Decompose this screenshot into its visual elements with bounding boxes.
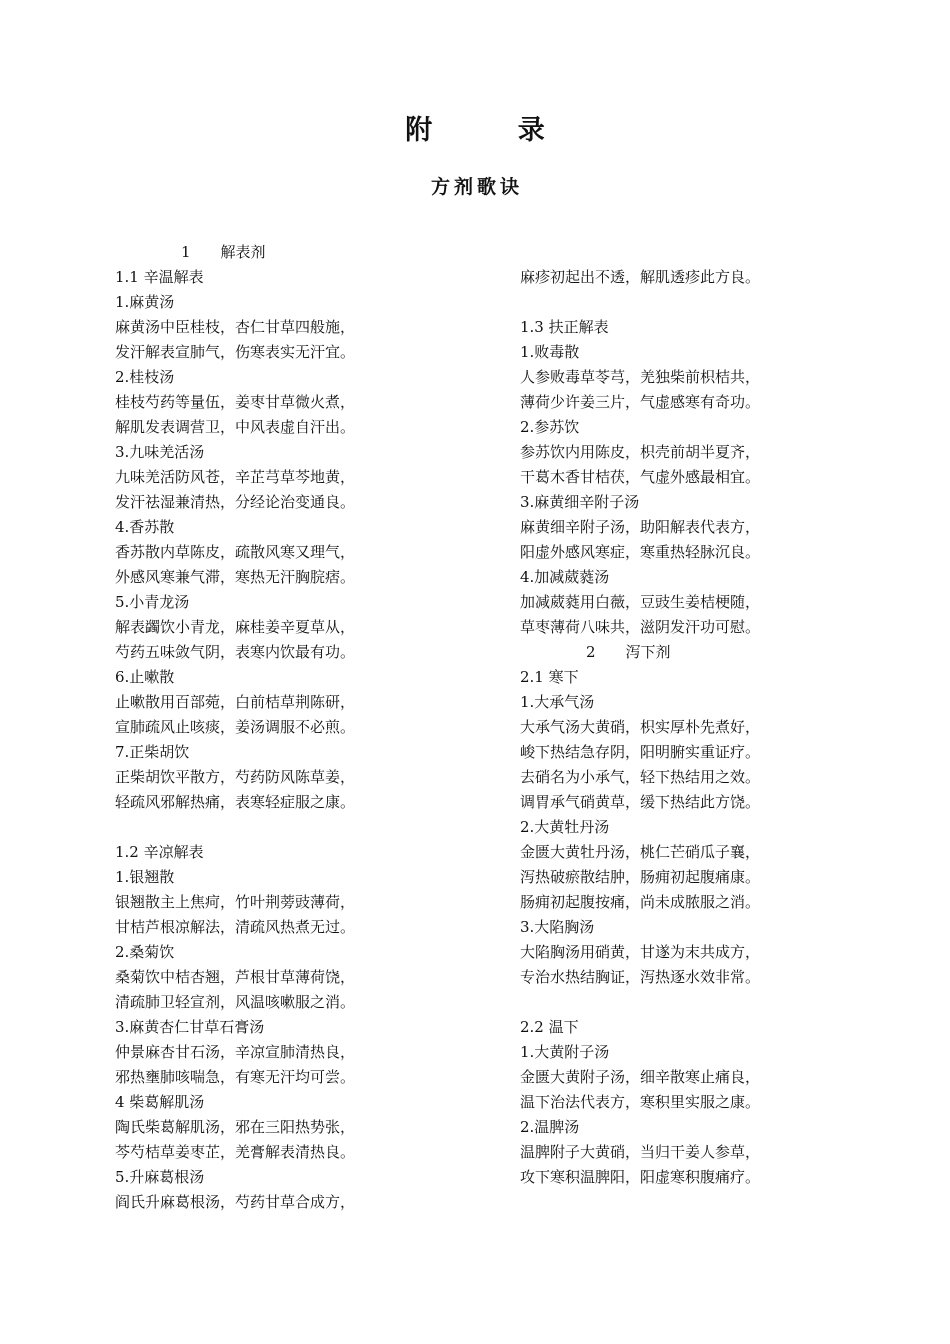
page-subtitle: 方剂歌诀 [430,176,523,198]
verse-line: 金匮大黄附子汤，细辛散寒止痛良， [520,1068,761,1086]
formula-name: 7.正柴胡饮 [115,743,190,761]
verse-line: 清疏肺卫轻宣剂，风温咳嗽服之消。 [115,993,356,1011]
chapter-heading: 1 解表剂 [181,243,266,261]
verse-line: 轻疏风邪解热痛，表寒轻症服之康。 [115,793,356,811]
verse-line: 大承气汤大黄硝，枳实厚朴先煮好， [520,718,761,736]
verse-line: 参苏饮内用陈皮，枳壳前胡半夏齐， [520,443,761,461]
formula-name: 3.大陷胸汤 [520,918,595,936]
spacer [520,290,820,315]
right-column [520,265,820,1190]
verse-line: 正柴胡饮平散方，芍药防风陈草姜， [115,768,356,786]
formula-name: 2.温脾汤 [520,1118,580,1136]
section-heading: 1.1 辛温解表 [115,268,204,286]
verse-line: 人参败毒草苓芎，羌独柴前枳桔共， [520,368,761,386]
chapter-heading: 2 泻下剂 [586,643,671,661]
verse-line: 攻下寒积温脾阳，阳虚寒积腹痛疗。 [520,1168,761,1186]
section-heading: 2.2 温下 [520,1018,579,1036]
verse-line: 桑菊饮中桔杏翘，芦根甘草薄荷饶， [115,968,356,986]
verse-line: 麻黄汤中臣桂枝，杏仁甘草四般施， [115,318,356,336]
formula-name: 1.大承气汤 [520,693,595,711]
formula-name: 5.小青龙汤 [115,593,190,611]
formula-name: 4.加减葳蕤汤 [520,568,610,586]
verse-line: 香苏散内草陈皮，疏散风寒又理气， [115,543,356,561]
verse-line: 大陷胸汤用硝黄，甘遂为末共成方， [520,943,761,961]
section-heading: 1.2 辛凉解表 [115,843,204,861]
verse-line: 宣肺疏风止咳痰，姜汤调服不必煎。 [115,718,356,736]
formula-name: 4 柴葛解肌汤 [115,1093,205,1111]
verse-line: 调胃承气硝黄草，缓下热结此方饶。 [520,793,761,811]
verse-line: 阎氏升麻葛根汤，芍药甘草合成方， [115,1193,356,1211]
spacer [520,990,820,1015]
spacer [115,815,415,840]
formula-name: 1.银翘散 [115,868,175,886]
verse-line: 峻下热结急存阴，阳明腑实重证疗。 [520,743,761,761]
formula-name: 6.止嗽散 [115,668,175,686]
verse-line: 芍药五味敛气阴，表寒内饮最有功。 [115,643,356,661]
verse-line: 桂枝芍药等量伍，姜枣甘草微火煮， [115,393,356,411]
verse-line: 肠痈初起腹按痛，尚未成脓服之消。 [520,893,761,911]
verse-line: 干葛木香甘桔茯，气虚外感最相宜。 [520,468,761,486]
verse-line: 专治水热结胸证，泻热逐水效非常。 [520,968,761,986]
verse-line: 温下治法代表方，寒积里实服之康。 [520,1093,761,1111]
formula-name: 1.败毒散 [520,343,580,361]
verse-line: 泻热破瘀散结肿，肠痈初起腹痛康。 [520,868,761,886]
verse-line: 草枣薄荷八味共，滋阴发汗功可慰。 [520,618,761,636]
verse-line: 温脾附子大黄硝，当归干姜人参草， [520,1143,761,1161]
verse-line: 陶氏柴葛解肌汤，邪在三阳热势张， [115,1118,356,1136]
formula-name: 2.桑菊饮 [115,943,175,961]
verse-line: 甘桔芦根凉解法，清疏风热煮无过。 [115,918,356,936]
verse-line: 去硝名为小承气，轻下热结用之效。 [520,768,761,786]
formula-name: 5.升麻葛根汤 [115,1168,205,1186]
page-title: 附 录 [405,115,583,146]
verse-line: 金匮大黄牡丹汤，桃仁芒硝瓜子襄， [520,843,761,861]
section-heading: 2.1 寒下 [520,668,579,686]
verse-line: 阳虚外感风寒症，寒重热轻脉沉良。 [520,543,761,561]
verse-line: 止嗽散用百部菀，白前桔草荆陈研， [115,693,356,711]
formula-name: 3.九味羌活汤 [115,443,205,461]
formula-name: 4.香苏散 [115,518,175,536]
left-column [115,240,415,1215]
verse-line: 薄荷少许姜三片，气虚感寒有奇功。 [520,393,761,411]
formula-name: 1.麻黄汤 [115,293,175,311]
verse-line: 发汗祛湿兼清热，分经论治变通良。 [115,493,356,511]
verse-line: 麻疹初起出不透，解肌透疹此方良。 [520,268,761,286]
verse-line: 银翘散主上焦疴，竹叶荆蒡豉薄荷， [115,893,356,911]
section-heading: 1.3 扶正解表 [520,318,609,336]
verse-line: 仲景麻杏甘石汤，辛凉宣肺清热良， [115,1043,356,1061]
verse-line: 发汗解表宣肺气，伤寒表实无汗宜。 [115,343,356,361]
verse-line: 外感风寒兼气滞，寒热无汗胸脘痞。 [115,568,356,586]
verse-line: 九味羌活防风苍，辛芷芎草芩地黄， [115,468,356,486]
verse-line: 解肌发表调营卫，中风表虚自汗出。 [115,418,356,436]
formula-name: 3.麻黄细辛附子汤 [520,493,640,511]
verse-line: 麻黄细辛附子汤，助阳解表代表方， [520,518,761,536]
formula-name: 2.大黄牡丹汤 [520,818,610,836]
formula-name: 2.桂枝汤 [115,368,175,386]
verse-line: 解表蠲饮小青龙，麻桂姜辛夏草从， [115,618,356,636]
formula-name: 1.大黄附子汤 [520,1043,610,1061]
verse-line: 芩芍桔草姜枣芷，羌膏解表清热良。 [115,1143,356,1161]
formula-name: 3.麻黄杏仁甘草石膏汤 [115,1018,265,1036]
verse-line: 邪热壅肺咳喘急，有寒无汗均可尝。 [115,1068,356,1086]
formula-name: 2.参苏饮 [520,418,580,436]
verse-line: 加减葳蕤用白薇，豆豉生姜桔梗随， [520,593,761,611]
